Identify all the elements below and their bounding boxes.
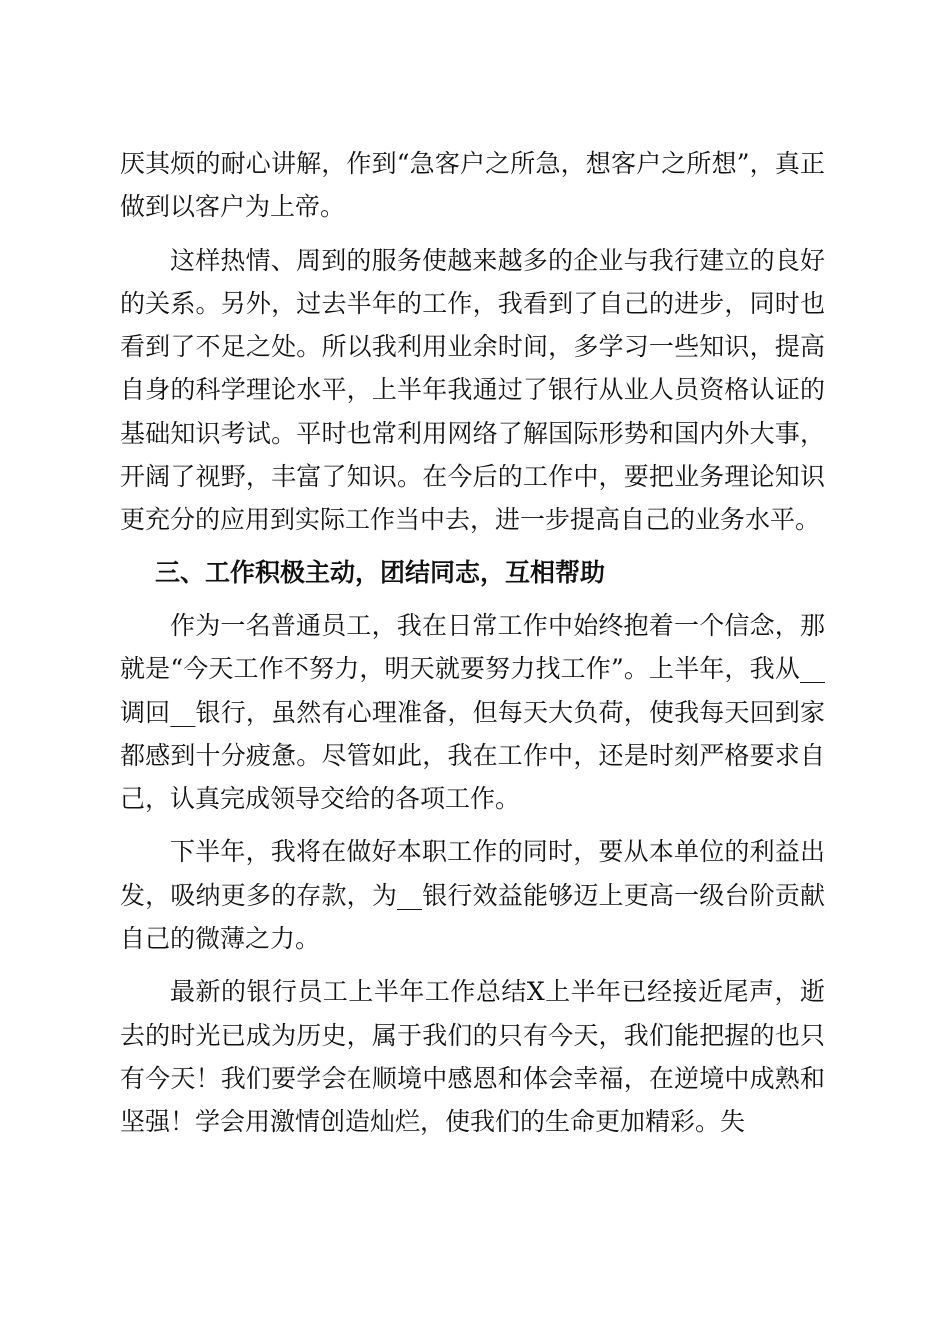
section-heading-3: 三、工作积极主动，团结同志，互相帮助 bbox=[155, 557, 606, 587]
paragraph-continuation: 厌其烦的耐心讲解，作到“急客户之所急，想客户之所想”，真正做到以客户为上帝。 bbox=[120, 149, 825, 222]
paragraph-second-half-plan: 下半年，我将在做好本职工作的同时，要从本单位的利益出发，吸纳更多的存款，为__银行效益能够迈上更高一级台阶贡献自己的微薄之力。 bbox=[120, 837, 825, 954]
document-body bbox=[120, 142, 825, 1144]
paragraph-service-and-study: 这样热情、周到的服务使越来越多的企业与我行建立的良好的关系。另外，过去半年的工作，我看到了自己的进步，同时也看到了不足之处。所以我利用业余时间，多学习一些知识，提高自身的科学理论水平，上半年我通过了银行从业人员资格认证的基础知识考试。平时也常利用网络了解国际形势和国内外大事，开阔了视野，丰富了知识。在今后的工作中，要把业务理论知识更充分的应用到实际工作当中去，进一步提高自己的业务水平。 bbox=[120, 245, 825, 535]
paragraph-summary-intro: 最新的银行员工上半年工作总结X上半年已经接近尾声，逝去的时光已成为历史，属于我们的只有今天，我们能把握的也只有今天！我们要学会在顺境中感恩和体会幸福，在逆境中成熟和坚强！学会用激情创造灿烂，使我们的生命更加精彩。失 bbox=[120, 977, 825, 1137]
paragraph-work-attitude: 作为一名普通员工，我在日常工作中始终抱着一个信念，那就是“今天工作不努力，明天就要努力找工作”。上半年，我从__调回__银行，虽然有心理准备，但每天大负荷，使我每天回到家都感到十分疲惫。尽管如此，我在工作中，还是时刻严格要求自己，认真完成领导交给的各项工作。 bbox=[120, 610, 825, 814]
